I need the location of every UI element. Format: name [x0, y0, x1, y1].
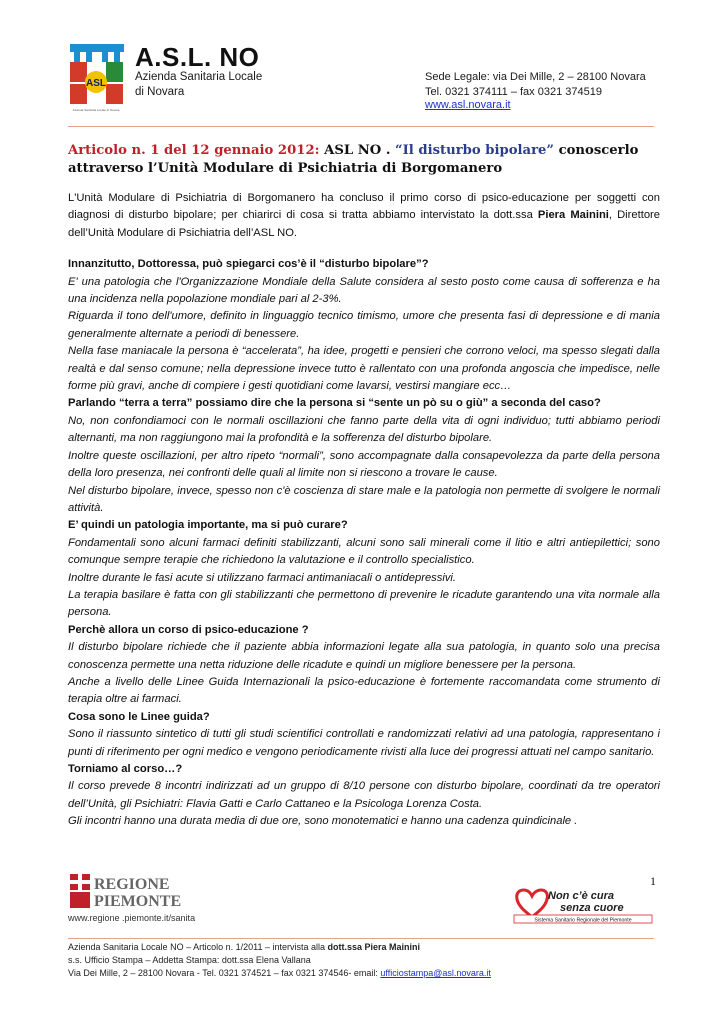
article-date: Articolo n. 1 del 12 gennaio 2012: [68, 143, 320, 158]
qa-list [68, 256, 660, 830]
sede-phone: Tel. 0321 374111 – fax 0321 374519 [425, 86, 602, 98]
header-divider [68, 126, 654, 127]
answer-paragraph: Il disturbo bipolare richiede che il paziente abbia informazioni legate alla sua patologia, in quanto solo una precisa conoscenza permette una netta riduzione delle ricadute e quindi un migliore benessere per la persona. [68, 641, 660, 671]
footer-press-office: s.s. Ufficio Stampa – Addetta Stampa: dott.ssa Elena Vallana [68, 955, 311, 965]
non-ce-cura-logo [512, 884, 654, 924]
question: Innanzitutto, Dottoressa, può spiegarci cos’è il “disturbo bipolare”? [68, 258, 429, 271]
asl-logo [68, 40, 126, 115]
regione-line1: REGIONE [94, 876, 170, 893]
footer-email-link[interactable]: ufficiostampa@asl.novara.it [380, 968, 491, 978]
footer-article-ref [68, 942, 420, 952]
footer-ref-text: Azienda Sanitaria Locale NO – Articolo n. 1/2011 – intervista alla [68, 942, 328, 952]
article-source: ASL NO . [324, 143, 391, 158]
answer-paragraph: Inoltre durante le fasi acute si utilizzano farmaci antimaniacali o antidepressivi. [68, 571, 457, 584]
answer-paragraph: No, non confondiamoci con le normali oscillazioni che fanno parte della vita di ogni individuo; tutti abbiamo periodi alternanti, ma non raggiungono mai la profondità e la sofferenza del disturbo bipolare. [68, 414, 660, 445]
answer-paragraph: Sono il riassunto sintetico di tutti gli studi scientifici controllati e randomizzati relativi ad una patologia, rappresentano i punti di riferimento per ogni medico e vengono periodicamente rivisti alla luce dei progressi attuati nel campo sanitario. [68, 728, 660, 758]
org-name-line1: Azienda Sanitaria Locale [135, 71, 263, 83]
footer-contacts-text: Via Dei Mille, 2 – 28100 Novara - Tel. 0321 374521 – fax 0321 374546- email: [68, 968, 381, 978]
answer-paragraph: E' una patologia che l'Organizzazione Mondiale della Salute considera al sesto posto come causa di sofferenza e ha una incidenza nella popolazione mondiale pari al 2-3%. [68, 275, 660, 306]
logo-asl-text: ASL [86, 78, 106, 89]
intro-paragraph [68, 190, 660, 242]
answer-paragraph: Fondamentali sono alcuni farmaci definiti stabilizzanti, alcuni sono sali minerali come il litio e altri antiepilettici; sono comunque sempre terapie che richiedono la valutazione e il controllo specialistico. [68, 536, 660, 567]
answer-paragraph: Gli incontri hanno una durata media di due ore, sono monotematici e hanno una cadenza quindicinale . [68, 815, 578, 828]
footer-contacts [68, 968, 491, 978]
logo-subtitle: Azienda Sanitaria Locale di Novara [72, 108, 120, 112]
org-name-line2: di Novara [135, 86, 185, 98]
page-title: A.S.L. NO [135, 42, 260, 72]
answer-paragraph: La terapia basilare è fatta con gli stabilizzanti che permettono di prevenire le ricadute garantendo una vita normale alla persona. [68, 588, 660, 619]
page-number: 1 [650, 874, 656, 888]
article-subtitle: conoscerlo attraverso l’Unità Modulare di Psichiatria di Borgomanero [68, 143, 639, 176]
question: E’ quindi un patologia importante, ma si può curare? [68, 519, 348, 532]
intro-text: L'Unità Modulare di Psichiatria di Borgomanero ha concluso il primo corso di psico-educazione per soggetti con diagnosi di disturbo bipolare; per chiarirci di cosa si tratta abbiamo intervistato la dott.ssa [68, 192, 660, 222]
question: Torniamo al corso…? [68, 763, 183, 775]
answer-paragraph: Nella fase maniacale la persona è “accelerata”, ha idee, progetti e pensieri che corrono veloci, ma spesso slegati dalla realtà e dal senso comune; nella depressione invece tutto è rallentato con una profonda angoscia che impedisce, nelle forme più gravi, anche di compiere i gesti quotidiani come lavarsi, vestirsi mangiare ecc… [68, 345, 660, 393]
regione-url: www.regione .piemonte.it/sanita [68, 913, 196, 923]
question: Perchè allora un corso di psico-educazione ? [68, 623, 309, 636]
nocura-line2: senza cuore [560, 902, 624, 914]
answer-paragraph: Il corso prevede 8 incontri indirizzati ad un gruppo di 8/10 persone con disturbo bipolare, coordinati da tre operatori dell’Unità, gli Psichiatri: Flavia Gatti e Carlo Cattaneo e la Psicologa Lorenza Costa. [68, 780, 660, 810]
answer-paragraph: Riguarda il tono dell'umore, definito in linguaggio tecnico timismo, umore che presenta fasi di depressione e di mania generalmente alternate a periodi di benessere. [68, 310, 660, 340]
article-body [68, 190, 660, 831]
footer-divider [68, 938, 654, 939]
regione-piemonte-logo [68, 872, 186, 912]
intro-end: , Direttore dell’Unità Modulare di Psichiatria dell’ASL NO. [68, 209, 660, 239]
article-title [68, 142, 660, 178]
sede-address: Sede Legale: via Dei Mille, 2 – 28100 Novara [425, 71, 646, 83]
footer-ref-name: dott.ssa Piera Mainini [327, 942, 421, 952]
question: Parlando “terra a terra” possiamo dire che la persona si “sente un pò su o giù” a seconda del caso? [68, 397, 601, 410]
regione-line2: PIEMONTE [94, 893, 182, 910]
intro-name: Piera Mainini [537, 209, 609, 222]
nocura-line1: Non c’è cura [548, 890, 615, 902]
answer-paragraph: Anche a livello delle Linee Guida Internazionali la psico-educazione è fortemente raccomandata come strumento di terapia oltre ai farmaci. [68, 675, 660, 706]
nocura-sub: Sistema Sanitario Regionale del Piemonte [534, 917, 632, 924]
article-topic: “Il disturbo bipolare” [395, 143, 555, 158]
website-link[interactable]: www.asl.novara.it [425, 99, 511, 111]
question: Cosa sono le Linee guida? [68, 710, 210, 723]
answer-paragraph: Nel disturbo bipolare, invece, spesso non c'è coscienza di stare male e la patologia non permette di svolgere le normali attività. [68, 484, 660, 514]
answer-paragraph: Inoltre queste oscillazioni, per altro ripeto “normali”, sono accompagnate dalla consapevolezza da parte della persona della loro presenza, nei confronti delle quali al limite non si riescono a trovare le cause. [68, 449, 660, 480]
